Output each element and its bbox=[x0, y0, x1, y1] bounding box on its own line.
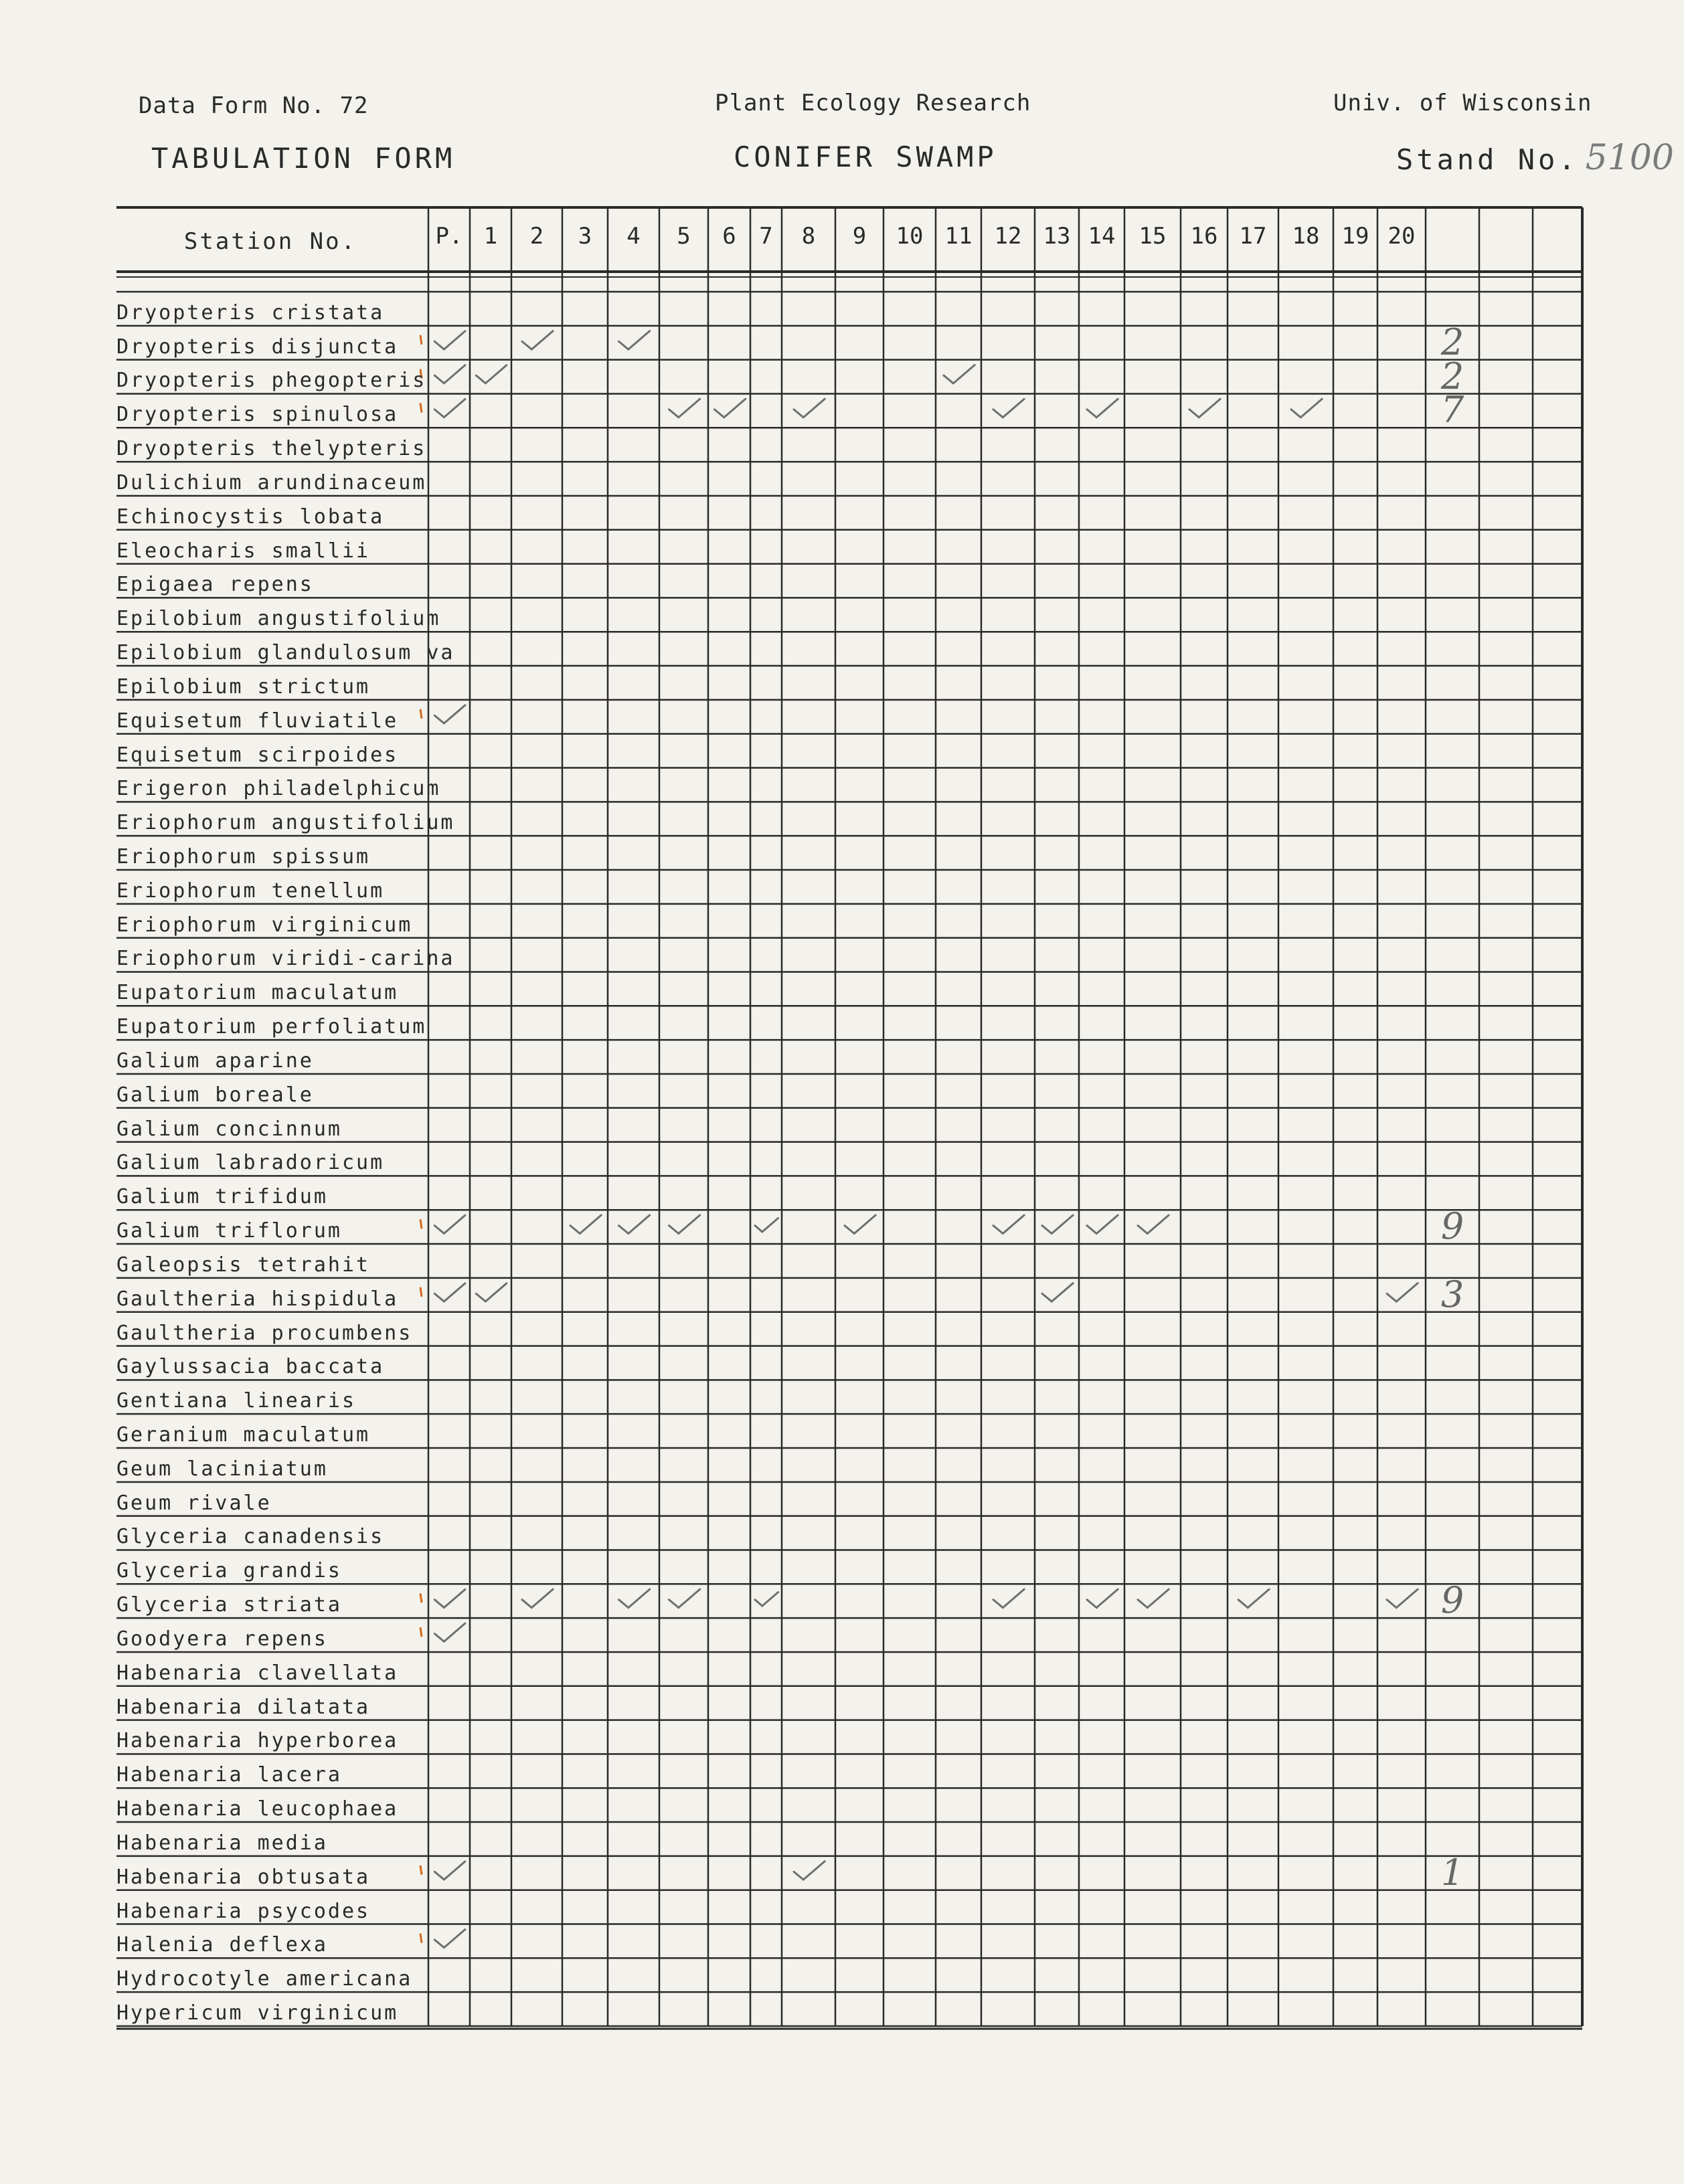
check-mark-icon bbox=[434, 331, 465, 349]
species-name: Geranium maculatum bbox=[116, 1423, 371, 1447]
check-mark-icon bbox=[1189, 399, 1220, 418]
species-name: Eriophorum tenellum bbox=[116, 879, 385, 903]
check-mark-icon bbox=[434, 1215, 465, 1233]
column-header-18: 18 bbox=[1292, 223, 1320, 250]
species-name: Eriophorum angustifolium bbox=[116, 811, 455, 835]
check-mark-icon bbox=[669, 1589, 700, 1608]
check-mark-icon bbox=[434, 399, 465, 418]
check-mark-icon bbox=[715, 399, 746, 418]
species-name: Galium aparine bbox=[116, 1049, 314, 1073]
species-name: Epilobium glandulosum va bbox=[116, 641, 455, 665]
check-mark-icon bbox=[1138, 1215, 1169, 1234]
orange-tick-icon bbox=[420, 403, 422, 412]
check-mark-icon bbox=[1087, 1589, 1118, 1608]
check-mark-icon bbox=[434, 1861, 465, 1880]
column-header-9: 9 bbox=[852, 223, 867, 250]
column-header-5: 5 bbox=[677, 223, 691, 250]
row-total: 2 bbox=[1440, 321, 1464, 363]
species-name: Gaylussacia baccata bbox=[116, 1355, 385, 1379]
check-mark-icon bbox=[522, 1589, 553, 1608]
check-mark-icon bbox=[434, 1589, 465, 1607]
species-name: Galium trifidum bbox=[116, 1185, 328, 1209]
species-name: Geum rivale bbox=[116, 1491, 272, 1515]
species-name: Gaultheria hispidula bbox=[116, 1287, 399, 1311]
species-name: Habenaria media bbox=[116, 1831, 328, 1855]
column-header-13: 13 bbox=[1043, 223, 1071, 250]
column-header-2: 2 bbox=[529, 223, 544, 250]
species-name: Equisetum fluviatile bbox=[116, 709, 399, 733]
column-header-16: 16 bbox=[1190, 223, 1218, 250]
species-name: Dryopteris cristata bbox=[116, 300, 385, 325]
species-name: Hydrocotyle americana bbox=[116, 1967, 413, 1991]
check-mark-icon bbox=[1387, 1283, 1418, 1302]
stand-number-value: 5100 bbox=[1585, 138, 1674, 178]
column-header-15: 15 bbox=[1139, 223, 1167, 250]
university-name: Univ. of Wisconsin bbox=[1333, 90, 1592, 116]
community-title: CONIFER SWAMP bbox=[734, 141, 997, 173]
species-name: Dryopteris thelypteris bbox=[116, 437, 427, 461]
species-name: Gaultheria procumbens bbox=[116, 1321, 413, 1345]
check-mark-icon bbox=[1138, 1589, 1169, 1608]
orange-tick-icon bbox=[420, 709, 422, 719]
check-mark-icon bbox=[1042, 1215, 1073, 1234]
column-header-17: 17 bbox=[1239, 223, 1267, 250]
species-name: Habenaria obtusata bbox=[116, 1865, 371, 1889]
orange-tick-icon bbox=[420, 1627, 422, 1637]
species-name: Glyceria canadensis bbox=[116, 1525, 385, 1549]
check-mark-icon bbox=[1387, 1589, 1418, 1608]
species-name: Eupatorium maculatum bbox=[116, 981, 399, 1005]
species-name: Dryopteris phegopteris bbox=[116, 369, 427, 393]
row-total: 3 bbox=[1440, 1273, 1464, 1315]
check-mark-icon bbox=[1087, 1215, 1118, 1234]
column-header-12: 12 bbox=[994, 223, 1022, 250]
check-mark-icon bbox=[755, 1592, 778, 1607]
species-name: Habenaria leucophaea bbox=[116, 1797, 399, 1821]
check-mark-icon bbox=[993, 399, 1024, 418]
check-mark-icon bbox=[669, 399, 700, 418]
species-name: Galeopsis tetrahit bbox=[116, 1253, 371, 1277]
species-name: Halenia deflexa bbox=[116, 1933, 328, 1957]
check-mark-icon bbox=[434, 1283, 465, 1301]
organization-name: Plant Ecology Research bbox=[715, 90, 1031, 116]
orange-tick-icon bbox=[420, 335, 422, 345]
species-name: Echinocystis lobata bbox=[116, 505, 385, 529]
check-mark-icon bbox=[1238, 1589, 1269, 1608]
check-mark-icon bbox=[476, 365, 507, 383]
species-name: Galium triflorum bbox=[116, 1219, 342, 1243]
species-name: Habenaria dilatata bbox=[116, 1695, 371, 1719]
check-mark-icon bbox=[619, 331, 650, 350]
orange-tick-icon bbox=[420, 1287, 422, 1297]
check-mark-icon bbox=[845, 1215, 875, 1234]
column-header-p: P. bbox=[435, 223, 463, 250]
species-name: Eupatorium perfoliatum bbox=[116, 1015, 427, 1039]
row-total: 9 bbox=[1440, 1205, 1464, 1248]
column-header-3: 3 bbox=[578, 223, 592, 250]
species-name: Hypericum virginicum bbox=[116, 2001, 399, 2025]
orange-tick-icon bbox=[420, 1219, 422, 1228]
species-name: Eriophorum spissum bbox=[116, 845, 371, 869]
check-mark-icon bbox=[434, 365, 465, 383]
check-mark-icon bbox=[1291, 399, 1322, 418]
species-name: Geum laciniatum bbox=[116, 1457, 328, 1481]
check-mark-icon bbox=[794, 399, 825, 418]
row-total: 9 bbox=[1440, 1579, 1464, 1622]
check-mark-icon bbox=[1087, 399, 1118, 418]
species-name: Galium concinnum bbox=[116, 1117, 342, 1141]
species-name: Dryopteris disjuncta bbox=[116, 335, 399, 359]
column-header-19: 19 bbox=[1341, 223, 1369, 250]
column-header-4: 4 bbox=[626, 223, 641, 250]
check-mark-icon bbox=[434, 1930, 465, 1948]
species-name: Habenaria hyperborea bbox=[116, 1729, 399, 1753]
species-name: Glyceria grandis bbox=[116, 1559, 342, 1583]
species-name: Habenaria lacera bbox=[116, 1763, 342, 1787]
row-total: 2 bbox=[1440, 355, 1464, 397]
species-name: Habenaria psycodes bbox=[116, 1899, 371, 1923]
species-name: Epilobium strictum bbox=[116, 674, 371, 699]
species-name: Gentiana linearis bbox=[116, 1389, 357, 1413]
column-header-20: 20 bbox=[1387, 223, 1416, 250]
station-number-header: Station No. bbox=[183, 228, 357, 255]
species-name: Goodyera repens bbox=[116, 1627, 328, 1651]
species-name: Glyceria striata bbox=[116, 1593, 342, 1617]
column-header-8: 8 bbox=[801, 223, 816, 250]
row-total: 1 bbox=[1440, 1851, 1464, 1894]
species-name: Dryopteris spinulosa bbox=[116, 403, 399, 427]
check-mark-icon bbox=[619, 1215, 650, 1234]
form-title: TABULATION FORM bbox=[151, 142, 456, 175]
species-name: Habenaria clavellata bbox=[116, 1661, 399, 1685]
check-mark-icon bbox=[755, 1218, 778, 1232]
column-header-7: 7 bbox=[759, 223, 773, 250]
species-name: Eriophorum virginicum bbox=[116, 913, 413, 937]
check-mark-icon bbox=[434, 705, 465, 723]
species-name: Galium boreale bbox=[116, 1083, 314, 1107]
check-mark-icon bbox=[476, 1283, 507, 1301]
orange-tick-icon bbox=[420, 1593, 422, 1603]
column-header-10: 10 bbox=[896, 223, 924, 250]
species-name: Eleocharis smallii bbox=[116, 539, 371, 563]
species-name: Epilobium angustifolium bbox=[116, 607, 441, 631]
check-mark-icon bbox=[669, 1215, 700, 1234]
form-number: Data Form No. 72 bbox=[139, 92, 369, 119]
column-header-14: 14 bbox=[1088, 223, 1116, 250]
species-name: Equisetum scirpoides bbox=[116, 743, 399, 767]
species-name: Epigaea repens bbox=[116, 573, 314, 597]
species-name: Eriophorum viridi-carina bbox=[116, 947, 455, 971]
column-header-11: 11 bbox=[944, 223, 973, 250]
check-mark-icon bbox=[1042, 1283, 1073, 1302]
orange-tick-icon bbox=[420, 1865, 422, 1875]
orange-tick-icon bbox=[420, 1934, 422, 1943]
species-name: Dulichium arundinaceum bbox=[116, 470, 427, 494]
check-mark-icon bbox=[570, 1215, 601, 1234]
species-name: Erigeron philadelphicum bbox=[116, 777, 441, 801]
column-header-1: 1 bbox=[483, 223, 498, 250]
row-total: 7 bbox=[1440, 389, 1464, 432]
check-mark-icon bbox=[993, 1215, 1024, 1234]
species-name: Galium labradoricum bbox=[116, 1151, 385, 1175]
check-mark-icon bbox=[993, 1589, 1024, 1608]
check-mark-icon bbox=[794, 1861, 825, 1880]
check-mark-icon bbox=[522, 331, 553, 350]
check-mark-icon bbox=[944, 365, 975, 383]
check-mark-icon bbox=[434, 1623, 465, 1641]
column-header-6: 6 bbox=[722, 223, 736, 250]
stand-label: Stand No. bbox=[1396, 143, 1579, 176]
check-mark-icon bbox=[619, 1589, 650, 1608]
